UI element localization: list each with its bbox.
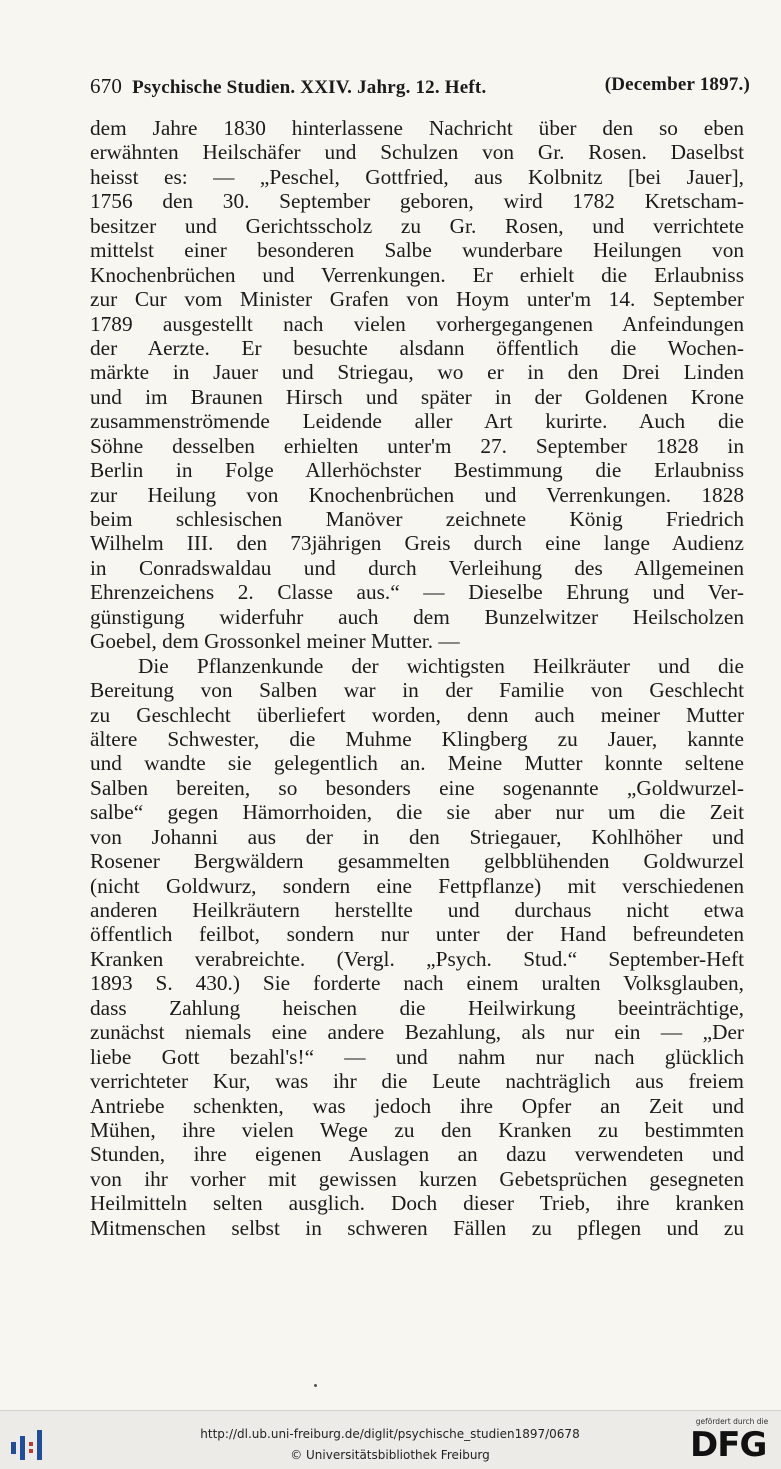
text-line: Goebel, dem Grossonkel meiner Mutter. — — [90, 629, 460, 654]
text-line: salbe“ gegen Hämorrhoiden, die sie aber nur um die Zeit — [90, 800, 744, 825]
text-line: von ihr vorher mit gewissen kurzen Gebetsprüchen gesegneten — [90, 1166, 744, 1191]
dfg-mark: DFG — [690, 1425, 767, 1465]
dfg-label: gefördert durch die — [695, 1417, 769, 1426]
document-url-link[interactable]: http://dl.ub.uni-freiburg.de/diglit/psychische_studien1897/0678 — [200, 1427, 580, 1441]
text-line: in Conradswaldau und durch Verleihung des Allgemeinen — [90, 555, 744, 580]
text-line: Knochenbrüchen und Verrenkungen. Er erhielt die Erlaubniss — [90, 262, 744, 287]
text-line: von Johanni aus der in den Striegauer, Kohlhöher und — [90, 824, 744, 849]
text-line: zunächst niemals eine andere Bezahlung, als nur ein — „Der — [90, 1020, 744, 1045]
dfg-logo — [688, 1417, 776, 1465]
viewer-footer — [0, 1410, 781, 1469]
text-line: mittelst einer besonderen Salbe wunderbare Heilungen von — [90, 238, 744, 263]
copyright-notice: © Universitätsbibliothek Freiburg — [290, 1448, 490, 1462]
text-line: 1756 den 30. September geboren, wird 1782 Kretscham- — [90, 189, 744, 214]
text-line: erwähnten Heilschäfer und Schulzen von Gr. Rosen. Daselbst — [90, 140, 744, 165]
page-number: 670 — [90, 74, 123, 98]
text-line: und wandte sie gelegentlich an. Meine Mutter konnte seltene — [90, 751, 744, 776]
text-line: Heilmitteln selten ausglich. Doch dieser Trieb, ihre kranken — [90, 1191, 744, 1216]
text-line: Mühen, ihre vielen Wege zu den Kranken zu bestimmten — [90, 1117, 744, 1142]
text-line: dass Zahlung heischen die Heilwirkung beeinträchtige, — [90, 995, 744, 1020]
issue-date: (December 1897.) — [604, 74, 750, 95]
text-line: 1893 S. 430.) Sie forderte nach einem uralten Volksglauben, — [90, 971, 744, 996]
text-line: Salben bereiten, so besonders eine sogenannte „Goldwurzel- — [90, 775, 744, 800]
text-line: besitzer und Gerichtsscholz zu Gr. Rosen, und verrichtete — [90, 213, 744, 238]
running-title: Psychische Studien. XXIV. Jahrg. 12. Heft. — [132, 77, 487, 98]
text-line: beim schlesischen Manöver zeichnete König Friedrich — [90, 507, 744, 531]
text-line: märkte in Jauer und Striegau, wo er in den Drei Linden — [90, 360, 744, 385]
text-line: Bereitung von Salben war in der Familie von Geschlecht — [90, 678, 744, 703]
text-line: dem Jahre 1830 hinterlassene Nachricht über den so eben — [90, 116, 744, 140]
text-line: Rosener Bergwäldern gesammelten gelbblühenden Goldwurzel — [90, 849, 744, 874]
text-line: (nicht Goldwurz, sondern eine Fettpflanze) mit verschiedenen — [90, 873, 744, 898]
text-line: Ehrenzeichens 2. Classe aus.“ — Dieselbe Ehrung und Ver- — [90, 580, 744, 605]
text-line: zusammenströmende Leidende aller Art kurirte. Auch die — [90, 409, 744, 434]
text-line: Die Pflanzenkunde der wichtigsten Heilkräuter und die — [138, 653, 744, 678]
text-line: heisst es: — „Peschel, Gottfried, aus Kolbnitz [bei Jauer], — [90, 164, 744, 189]
text-line: zur Cur vom Minister Grafen von Hoym unter'm 14. September — [90, 287, 744, 312]
library-logo-icon — [8, 1420, 48, 1462]
text-line: günstigung widerfuhr auch dem Bunzelwitzer Heilscholzen — [90, 604, 744, 629]
text-line: der Aerzte. Er besuchte alsdann öffentlich die Wochen- — [90, 335, 744, 360]
text-line: Söhne desselben erhielten unter'm 27. September 1828 in — [90, 433, 744, 458]
text-line: Mitmenschen selbst in schweren Fällen zu pflegen und zu — [90, 1215, 744, 1240]
text-line: ältere Schwester, die Muhme Klingberg zu Jauer, kannte — [90, 726, 744, 751]
text-line: 1789 ausgestellt nach vielen vorhergegangenen Anfeindungen — [90, 311, 744, 336]
text-line: verrichteter Kur, was ihr die Leute nachträglich aus freiem — [90, 1069, 744, 1094]
text-line: Stunden, ihre eigenen Auslagen an dazu verwendeten und — [90, 1142, 744, 1167]
text-line: Berlin in Folge Allerhöchster Bestimmung die Erlaubniss — [90, 458, 744, 483]
text-line: Antriebe schenkten, was jedoch ihre Opfer an Zeit und — [90, 1093, 744, 1118]
text-line: zur Heilung von Knochenbrüchen und Verrenkungen. 1828 — [90, 482, 744, 507]
text-line: Wilhelm III. den 73jährigen Greis durch eine lange Audienz — [90, 531, 744, 556]
text-line: anderen Heilkräutern herstellte und durchaus nicht etwa — [90, 898, 744, 922]
text-line: und im Braunen Hirsch und später in der Goldenen Krone — [90, 384, 744, 409]
scan-speck — [314, 1384, 317, 1387]
text-line: Kranken verabreichte. (Vergl. „Psych. Stud.“ September-Heft — [90, 946, 744, 971]
running-header — [90, 74, 750, 99]
text-line: liebe Gott bezahl's!“ — und nahm nur nach glücklich — [90, 1044, 744, 1069]
text-line: öffentlich feilbot, sondern nur unter der Hand befreundeten — [90, 922, 744, 947]
body-text — [90, 116, 744, 1240]
text-line: zu Geschlecht überliefert worden, denn auch meiner Mutter — [90, 702, 744, 727]
